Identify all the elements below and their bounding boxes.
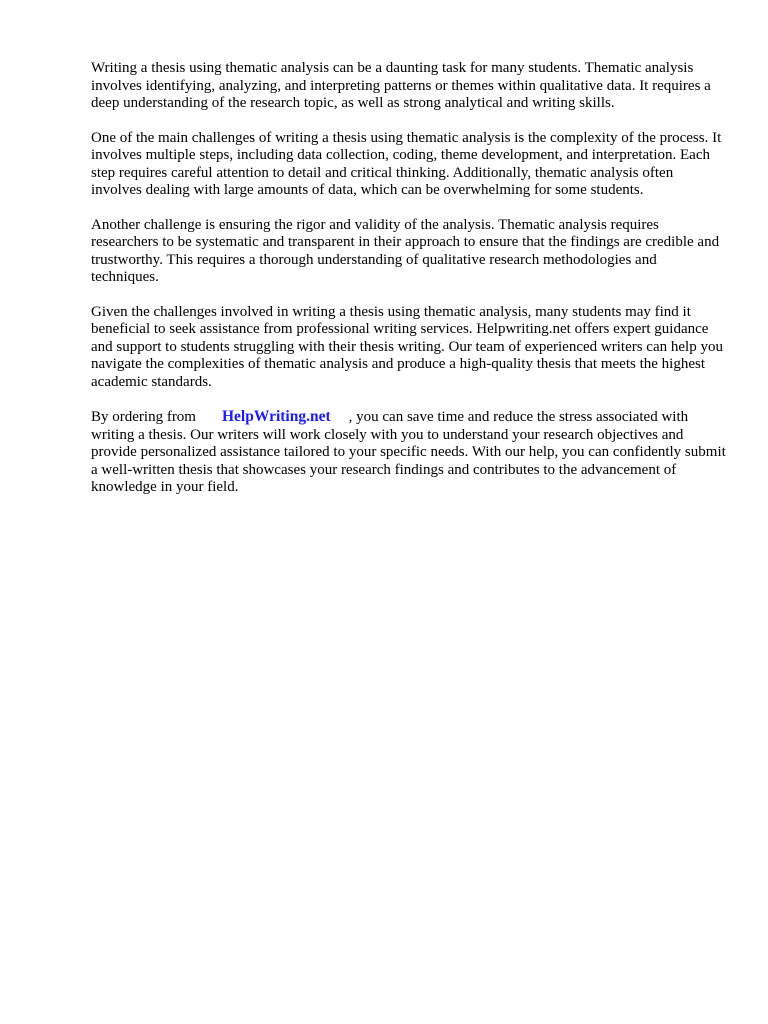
- paragraph-intro: Writing a thesis using thematic analysis can be a daunting task for many students. Thematic analysis involves identifying, analyzing, and interpreting patterns or themes within qualitative data. It requires a deep understanding of the research topic, as well as strong analytical and writing skills.: [91, 60, 711, 111]
- ordering-text-before-link: By ordering from: [91, 409, 196, 425]
- document-body: [91, 60, 727, 514]
- paragraph-ordering: [91, 408, 727, 497]
- paragraph-assistance: Given the challenges involved in writing a thesis using thematic analysis, many students may find it beneficial to seek assistance from professional writing services. Helpwriting.net offers expert guidance and support to students struggling with their thesis writing. Our team of experienced writers can help you navigate the complexities of thematic analysis and produce a high-quality thesis that meets the highest academic standards.: [91, 303, 723, 390]
- ordering-text-after-link: , you can save time and reduce the stress associated with writing a thesis. Our writers will work closely with you to understand your research objectives and provide personalized assistance tailored to your specific needs. With our help, you can confidently submit a well-written thesis that showcases your research findings and contributes to the advancement of knowledge in your field.: [91, 409, 726, 495]
- paragraph-rigor: Another challenge is ensuring the rigor and validity of the analysis. Thematic analysis requires researchers to be systematic and transparent in their approach to ensure that the findings are credible and trustworthy. This requires a thorough understanding of qualitative research methodologies and techniques.: [91, 216, 720, 285]
- helpwriting-link[interactable]: HelpWriting.net: [221, 408, 331, 425]
- paragraph-challenges: One of the main challenges of writing a thesis using thematic analysis is the complexity of the process. It involves multiple steps, including data collection, coding, theme development, and interpretation. Each step requires careful attention to detail and critical thinking. Additionally, thematic analysis often involves dealing with large amounts of data, which can be overwhelming for some students.: [91, 129, 722, 198]
